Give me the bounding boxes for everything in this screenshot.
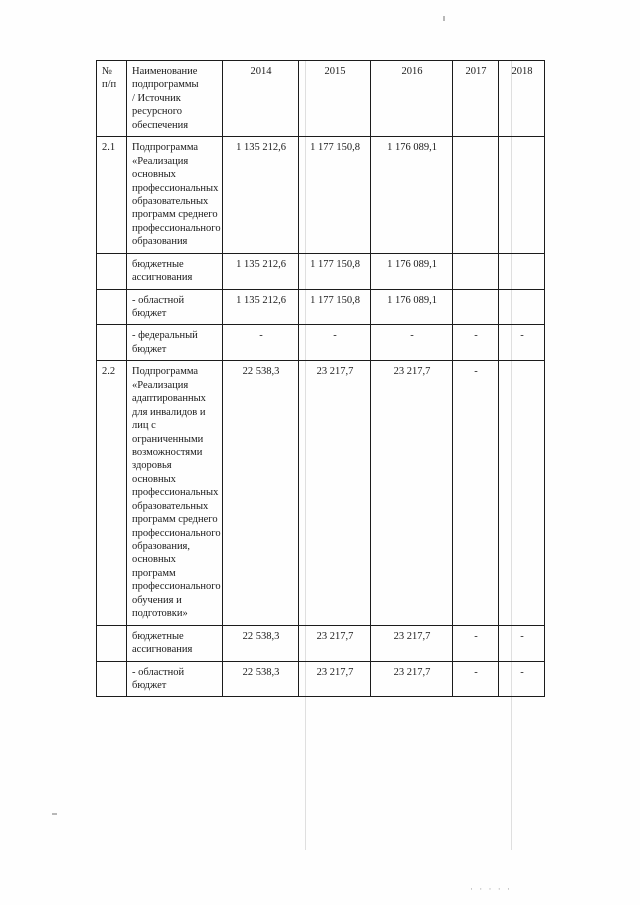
header-name-line1: Наименование: [132, 66, 198, 77]
header-cell-number: [97, 61, 127, 137]
header-cell-2014: 2014: [223, 61, 299, 137]
budget-table: [96, 60, 545, 697]
row-value-2016: 23 217,7: [371, 361, 453, 625]
row-value-2016: 1 176 089,1: [371, 253, 453, 289]
row-value-2014: 1 135 212,6: [223, 253, 299, 289]
row-name: - областной бюджет: [127, 289, 223, 325]
row-name: - областной бюджет: [127, 661, 223, 697]
row-number: 2.2: [97, 361, 127, 625]
header-cell-2015: 2015: [299, 61, 371, 137]
row-name: Подпрограмма «Реализация адаптированных для инвалидов и лиц с ограниченными возможностями здоровья основных профессиональных образовательных программ среднего профессионального образования, основных программ профессионального обучения и подготовки»: [127, 361, 223, 625]
row-value-2016: 1 176 089,1: [371, 289, 453, 325]
row-value-2015: 1 177 150,8: [299, 289, 371, 325]
row-value-2015: 1 177 150,8: [299, 253, 371, 289]
row-value-2017: [453, 253, 499, 289]
header-cell-2016: 2016: [371, 61, 453, 137]
table-row: [97, 625, 545, 661]
row-value-2014: 1 135 212,6: [223, 137, 299, 254]
budget-table-container: [96, 60, 544, 697]
header-name-line2: подпрограммы: [132, 79, 199, 91]
table-row: [97, 325, 545, 361]
header-name-line3: / Источник: [132, 92, 181, 104]
row-number: [97, 289, 127, 325]
header-number-line1: №: [102, 66, 113, 77]
row-value-2016: 23 217,7: [371, 661, 453, 697]
row-value-2018: -: [499, 625, 545, 661]
row-value-2017: -: [453, 625, 499, 661]
table-row: [97, 253, 545, 289]
row-value-2018: [499, 253, 545, 289]
table-row: [97, 289, 545, 325]
row-value-2017: [453, 289, 499, 325]
row-value-2018: [499, 289, 545, 325]
row-value-2015: -: [299, 325, 371, 361]
table-row: [97, 137, 545, 254]
row-value-2018: -: [499, 661, 545, 697]
row-value-2014: -: [223, 325, 299, 361]
row-value-2017: -: [453, 361, 499, 625]
row-name: - федеральный бюджет: [127, 325, 223, 361]
table-row: [97, 361, 545, 625]
header-name-line4: ресурсного: [132, 106, 183, 118]
row-number: [97, 625, 127, 661]
row-value-2017: -: [453, 661, 499, 697]
row-value-2016: 23 217,7: [371, 625, 453, 661]
scan-speck: [443, 16, 445, 21]
row-value-2015: 23 217,7: [299, 661, 371, 697]
row-value-2016: 1 176 089,1: [371, 137, 453, 254]
row-value-2018: -: [499, 325, 545, 361]
row-value-2015: 1 177 150,8: [299, 137, 371, 254]
header-cell-name: [127, 61, 223, 137]
header-cell-2018: 2018: [499, 61, 545, 137]
row-value-2018: [499, 137, 545, 254]
header-number-line2: п/п: [102, 79, 117, 91]
row-value-2017: -: [453, 325, 499, 361]
row-value-2014: 22 538,3: [223, 625, 299, 661]
row-value-2014: 1 135 212,6: [223, 289, 299, 325]
header-name-line5: обеспечения: [132, 119, 189, 131]
row-value-2018: [499, 361, 545, 625]
table-header-row: [97, 61, 545, 137]
row-number: [97, 253, 127, 289]
row-value-2014: 22 538,3: [223, 361, 299, 625]
row-value-2017: [453, 137, 499, 254]
row-name: Подпрограмма «Реализация основных профессиональных образовательных программ среднего профессионального образования: [127, 137, 223, 254]
row-number: 2.1: [97, 137, 127, 254]
row-name: бюджетные ассигнования: [127, 253, 223, 289]
row-value-2016: -: [371, 325, 453, 361]
page-footer-marks: · · · · ·: [470, 884, 512, 894]
header-cell-2017: 2017: [453, 61, 499, 137]
row-number: [97, 325, 127, 361]
row-value-2014: 22 538,3: [223, 661, 299, 697]
row-value-2015: 23 217,7: [299, 625, 371, 661]
row-name: бюджетные ассигнования: [127, 625, 223, 661]
table-row: [97, 661, 545, 697]
scan-speck: [52, 813, 57, 815]
row-value-2015: 23 217,7: [299, 361, 371, 625]
row-number: [97, 661, 127, 697]
